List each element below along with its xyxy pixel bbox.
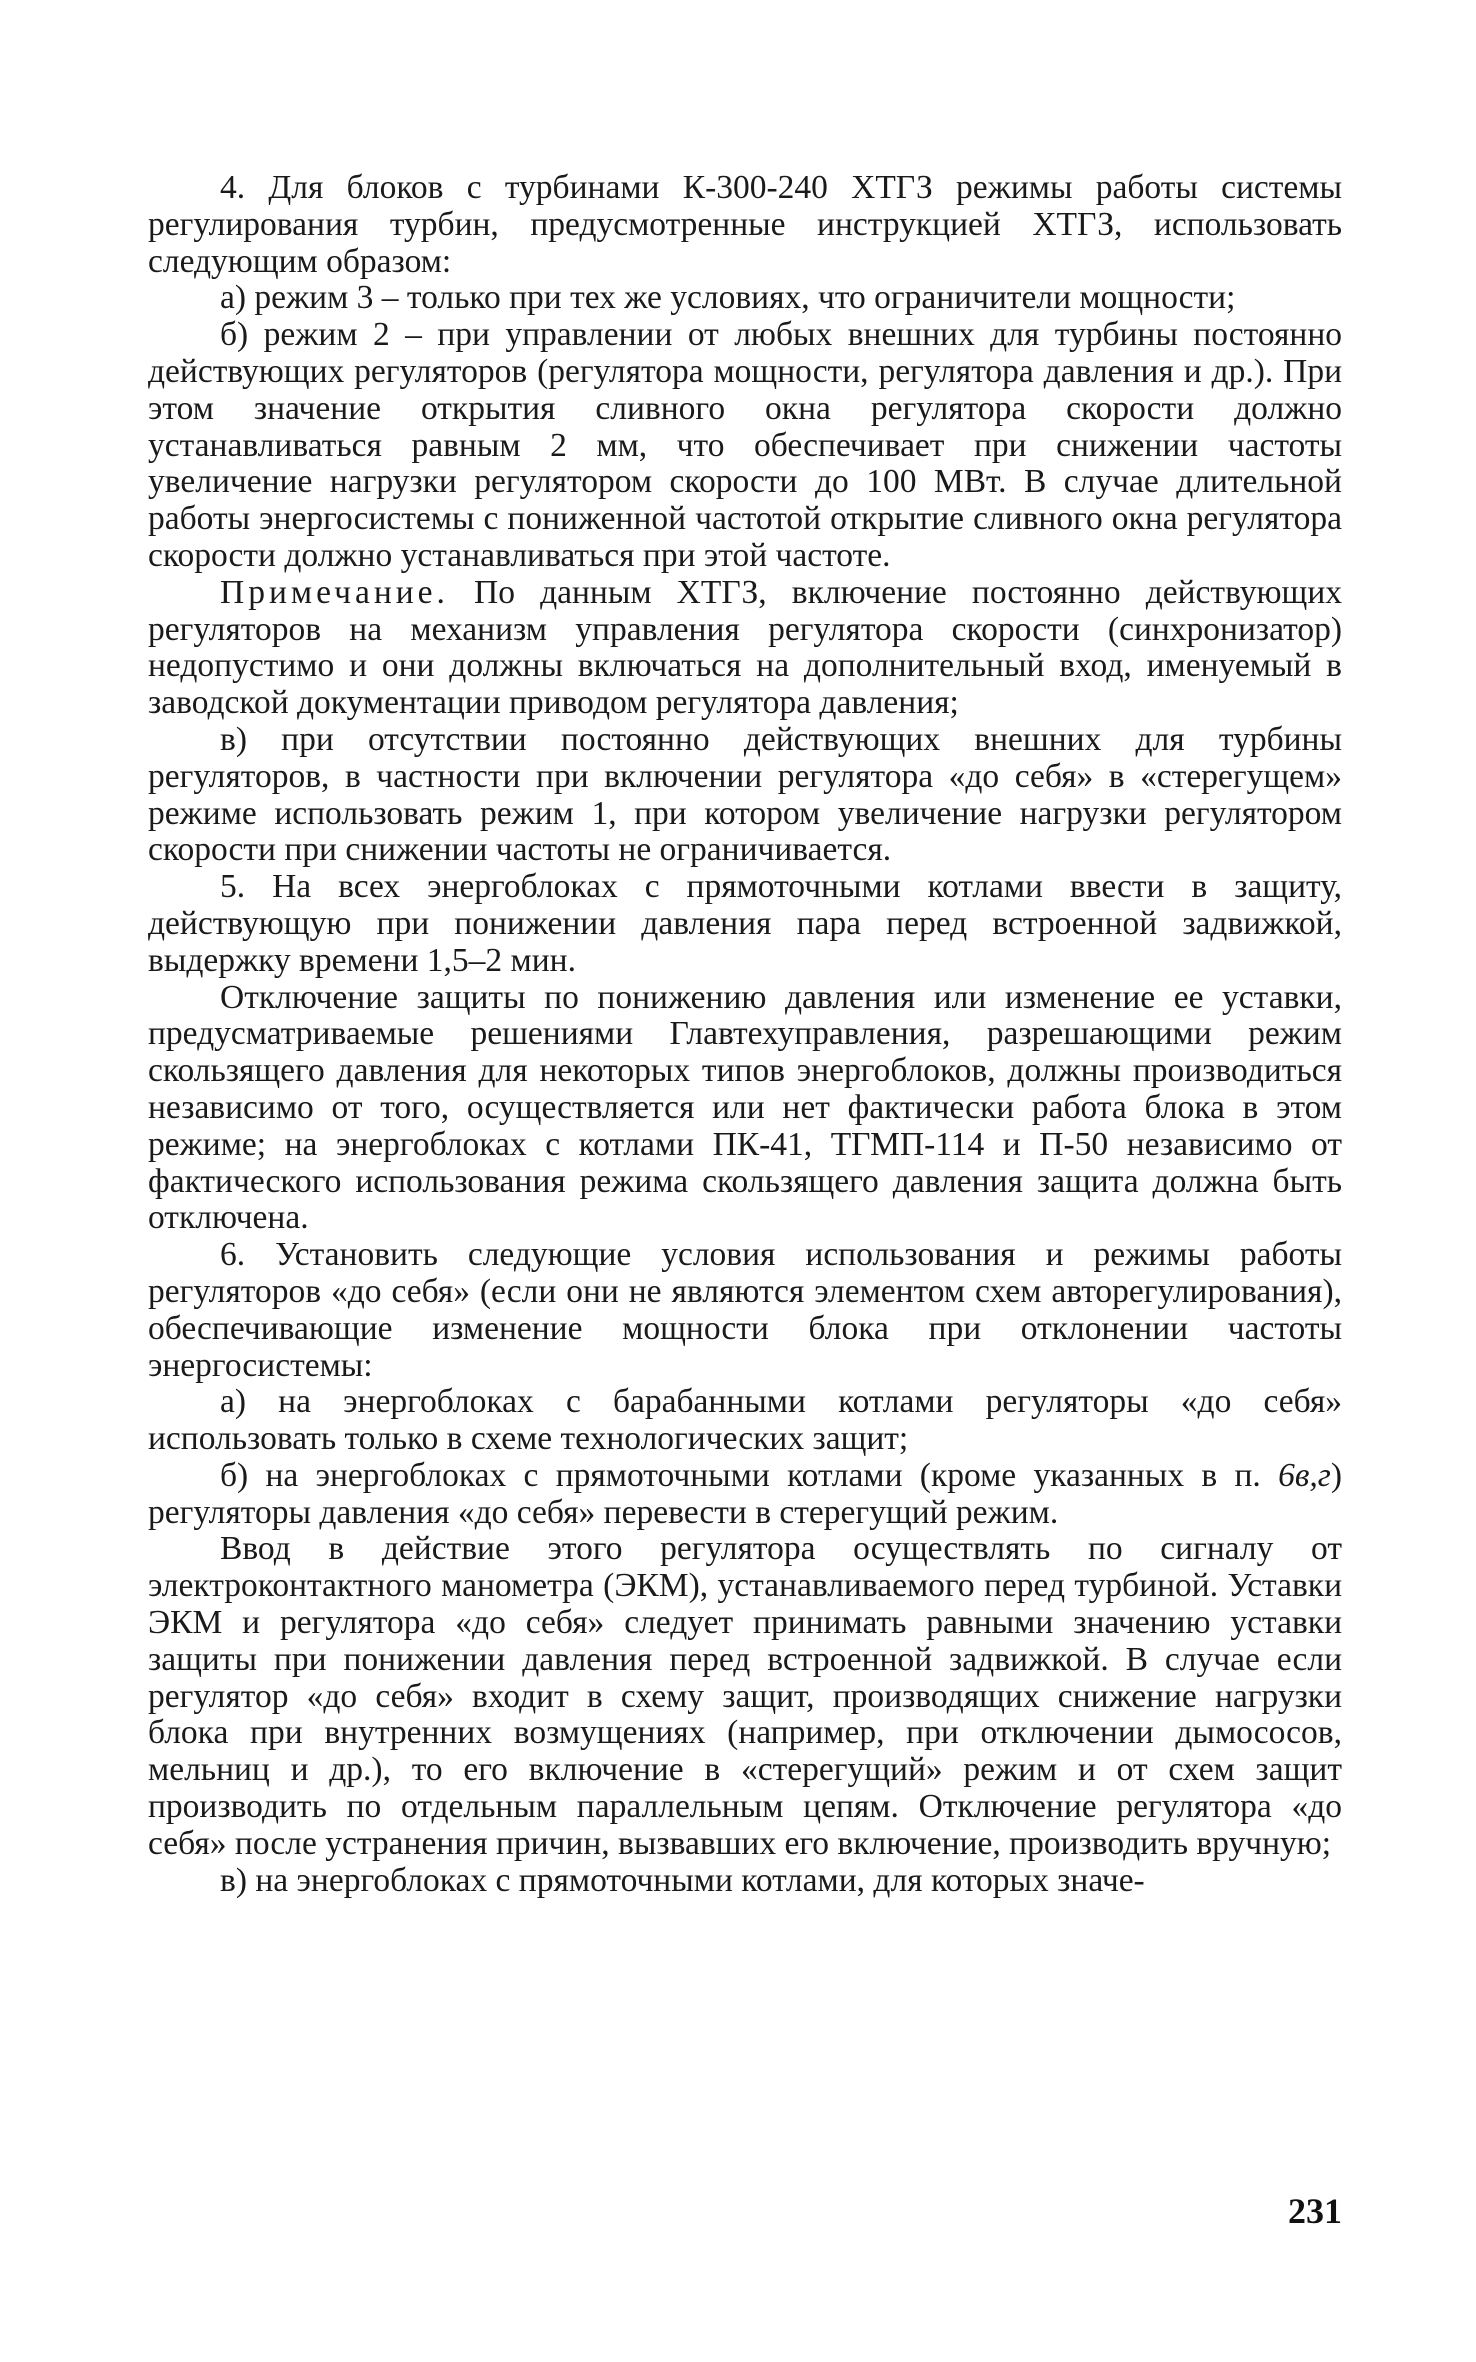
note-text: По данным ХТГЗ, включение постоянно действующих регуляторов на механизм управления регулятора скорости (синхронизатор) недопустимо и они должны включаться на дополнительный вход, именуемый в заводской документации приводом регулятора давления; (148, 573, 1342, 722)
note-paragraph (148, 575, 1342, 722)
paragraph-item-6b (148, 1458, 1342, 1532)
paragraph-item-5-continued: Отключение защиты по понижению давления или изменение ее уставки, предусматриваемые решениями Главтехуправления, разрешающими режим скользящего давления для некоторых типов энергоблоков, должны производиться независимо от того, осуществляется или нет фактически работа блока в этом режиме; на энергоблоках с котлами ПК-41, ТГМП-114 и П-50 независимо от фактического использования режима скользящего давления защита должна быть отключена. (148, 978, 1342, 1237)
item-6b-reference: 6в,г (1278, 1456, 1331, 1494)
page-body (148, 170, 1342, 1899)
paragraph-item-4b: б) режим 2 – при управлении от любых внешних для турбины постоянно действующих регуляторов (регулятора мощности, регулятора давления и др.). При этом значение открытия сливного окна регулятора скорости должно устанавливаться равным 2 мм, что обеспечивает при снижении частоты увеличение нагрузки регулятором скорости до 100 МВт. В случае длительной работы энергосистемы с пониженной частотой открытие сливного окна регулятора скорости должно устанавливаться при этой частоте. (148, 316, 1342, 574)
paragraph-item-6a: а) на энергоблоках с барабанными котлами регуляторы «до себя» использовать только в схеме технологических защит; (148, 1383, 1342, 1458)
paragraph-item-4c: в) при отсутствии постоянно действующих внешних для турбины регуляторов, в частности при включении регулятора «до себя» в «стерегущем» режиме использовать режим 1, при котором увеличение нагрузки регулятором скорости при снижении частоты не ограничивается. (148, 720, 1342, 869)
paragraph-item-6b-continued: Ввод в действие этого регулятора осуществлять по сигналу от электроконтактного манометра (ЭКМ), устанавливаемого перед турбиной. Уставки ЭКМ и регулятора «до себя» следует принимать равными значению уставки защиты при понижении давления перед встроенной задвижкой. В случае если регулятор «до себя» входит в схему защит, производящих снижение нагрузки блока при внутренних возмущениях (например, при отключении дымососов, мельниц и др.), то его включение в «стерегущий» режим и от схем защит производить по отдельным параллельным цепям. Отключение регулятора «до себя» после устранения причин, вызвавших его включение, производить вручную; (148, 1530, 1342, 1862)
paragraph-item-5: 5. На всех энергоблоках с прямоточными котлами ввести в защиту, действующую при понижении давления пара перед встроенной задвижкой, выдержку времени 1,5–2 мин. (148, 868, 1342, 979)
paragraph-item-4a: а) режим 3 – только при тех же условиях, что ограничители мощности; (220, 279, 1236, 317)
item-6b-text-end: ) регуляторы давления «до себя» перевести в стерегущий режим. (148, 1456, 1342, 1531)
page-number: 231 (1288, 2191, 1342, 2231)
paragraph-item-6: 6. Установить следующие условия использования и режимы работы регуляторов «до себя» (если они не являются элементом схем авторегулирования), обеспечивающие изменение мощности блока при отклонении частоты энергосистемы: (148, 1236, 1342, 1384)
note-label: Примечание. (220, 573, 449, 611)
item-6b-text-start: б) на энергоблоках с прямоточными котлами (кроме указанных в п. (220, 1456, 1279, 1494)
paragraph-item-4: 4. Для блоков с турбинами К-300-240 ХТГЗ режимы работы системы регулирования турбин, предусмотренные инструкцией ХТГЗ, использовать следующим образом: (148, 169, 1342, 280)
paragraph-item-6c: в) на энергоблоках с прямоточными котлами, для которых значе- (220, 1861, 1145, 1899)
